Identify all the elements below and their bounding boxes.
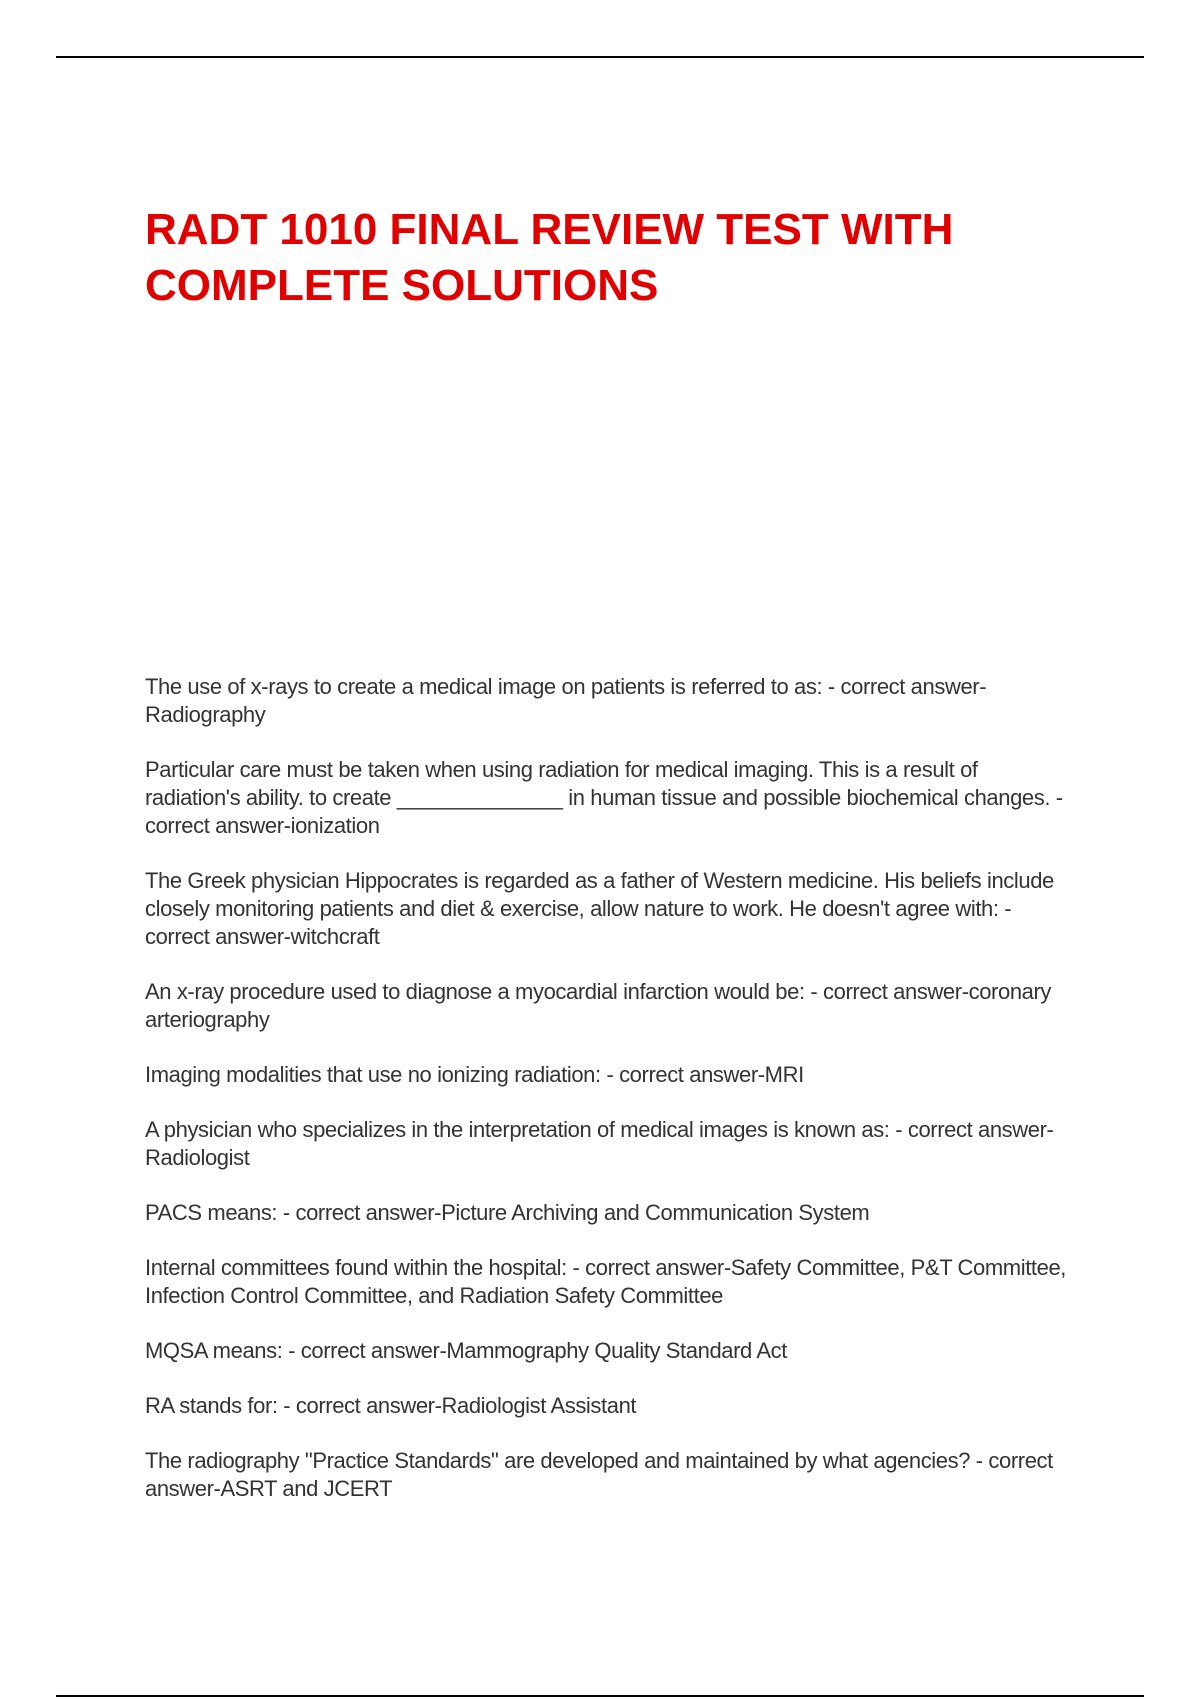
footer-rule: [56, 1695, 1144, 1697]
document-title: RADT 1010 FINAL REVIEW TEST WITH COMPLETE SOLUTIONS: [145, 205, 954, 310]
header-rule: [56, 56, 1144, 58]
qa-item: The use of x-rays to create a medical image on patients is referred to as: - correct answer-Radiography: [145, 674, 987, 727]
qa-item: A physician who specializes in the interpretation of medical images is known as: - correct answer-Radiologist: [145, 1117, 1054, 1170]
qa-item: MQSA means: - correct answer-Mammography Quality Standard Act: [145, 1338, 787, 1363]
qa-item: RA stands for: - correct answer-Radiologist Assistant: [145, 1393, 637, 1418]
qa-item: Internal committees found within the hospital: - correct answer-Safety Committee, P&T Committee, Infection Control Committee, and Radiation Safety Committee: [145, 1255, 1067, 1308]
qa-item: An x-ray procedure used to diagnose a myocardial infarction would be: - correct answer-coronary arteriography: [145, 979, 1052, 1032]
qa-item: The Greek physician Hippocrates is regarded as a father of Western medicine. His beliefs include closely monitoring patients and diet & exercise, allow nature to work. He doesn't agree with: - correct answer-witchcraft: [145, 868, 1054, 949]
qa-item: Imaging modalities that use no ionizing radiation: - correct answer-MRI: [145, 1062, 804, 1087]
question-answer-list: [145, 673, 1070, 1530]
qa-item: Particular care must be taken when using radiation for medical imaging. This is a result of radiation's ability. to create ______________ in human tissue and possible biochemical changes. - correct answer-ionization: [145, 757, 1063, 838]
qa-item: PACS means: - correct answer-Picture Archiving and Communication System: [145, 1200, 870, 1225]
qa-item: The radiography "Practice Standards" are developed and maintained by what agencies? - correct answer-ASRT and JCERT: [145, 1448, 1053, 1501]
